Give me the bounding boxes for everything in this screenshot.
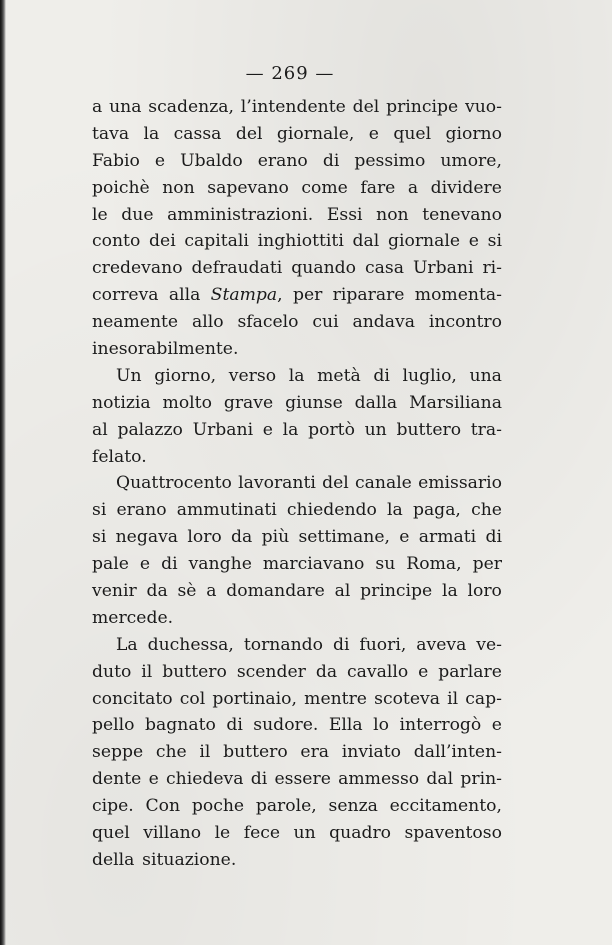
text-line: si erano ammutinati chiedendo la paga, che [92,500,502,521]
text-line: conto dei capitali inghiottiti dal giornale e si [92,231,502,252]
text-line: si negava loro da più settimane, e armati di [92,527,502,548]
text-line: cipe. Con poche parole, senza eccitamento, [92,796,502,817]
text-line: Quattrocento lavoranti del canale emissario [116,473,502,494]
text-line: tava la cassa del giornale, e quel giorno [92,123,502,144]
text-line: mercede. [92,607,174,628]
page-number: — 269 — [245,63,335,84]
text-line: della situazione. [92,849,237,870]
text-line: Un giorno, verso la metà di luglio, una [116,365,502,386]
paragraph [92,363,502,471]
text-line: al palazzo Urbani e la portò un buttero tra- [92,419,502,440]
text-line: pello bagnato di sudore. Ella lo interrogò e [92,715,502,736]
text-line: dente e chiedeva di essere ammesso dal prin- [92,769,502,790]
text-line: poichè non sapevano come fare a dividere [92,177,502,198]
body-text [92,94,502,874]
text-line: pale e di vanghe marciavano su Roma, per [92,554,502,575]
paragraph [92,632,502,874]
text-line: a una scadenza, l’intendente del principe vuo- [92,97,502,117]
text-line: credevano defraudati quando casa Urbani ri- [92,258,502,279]
text-line: Fabio e Ubaldo erano di pessimo umore, [92,150,502,171]
text-line: le due amministrazioni. Essi non tenevano [92,204,502,225]
text-line: quel villano le fece un quadro spaventoso [92,823,502,844]
text-line: seppe che il buttero era inviato dall’inten- [92,742,502,763]
text-line: La duchessa, tornando di fuori, aveva ve- [116,634,502,655]
text-line: neamente allo sfacelo cui andava incontro [92,312,502,333]
text-line: inesorabilmente. [92,339,239,360]
binding-edge [0,0,6,945]
text-line: felato. [92,446,147,467]
text-line: concitato col portinaio, mentre scoteva il cap- [92,688,502,709]
paragraph [92,470,502,631]
text-line: correva alla Stampa, per riparare momenta- [92,285,502,306]
text-line: duto il buttero scender da cavallo e parlare [92,661,502,682]
text-line: venir da sè a domandare al principe la loro [92,581,502,602]
text-line: notizia molto grave giunse dalla Marsiliana [92,392,502,413]
paragraph [92,94,502,363]
